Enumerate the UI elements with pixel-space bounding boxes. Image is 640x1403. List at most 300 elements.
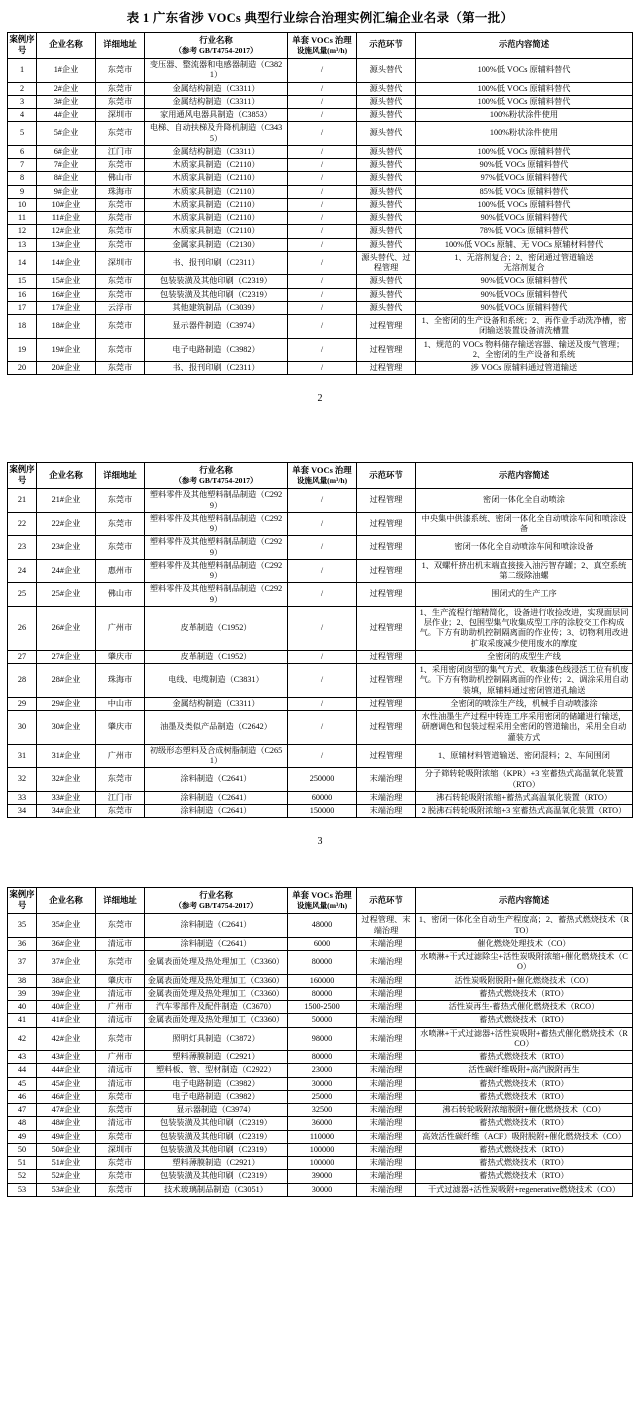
cell-desc: 1、规范的 VOCs 物料储存输送容器、输送及废气管理；2、全密闭的生产设备和系统 [416, 338, 633, 362]
cell-link: 源头替代 [357, 238, 416, 251]
cell-industry: 皮革制造（C1952） [145, 650, 288, 663]
cell-link: 源头替代 [357, 198, 416, 211]
cell-no: 22 [8, 512, 37, 536]
cell-company: 11#企业 [37, 212, 96, 225]
table-row [8, 1001, 633, 1014]
cell-company: 26#企业 [37, 606, 96, 650]
cell-link: 过程管理 [357, 744, 416, 768]
cell-company: 30#企业 [37, 711, 96, 745]
cell-volume: / [288, 109, 357, 122]
cell-company: 24#企业 [37, 559, 96, 583]
cell-address: 云浮市 [96, 301, 145, 314]
cell-desc: 活性碳纤维吸附+高汽脱附再生 [416, 1064, 633, 1077]
table-row [8, 791, 633, 804]
cell-no: 8 [8, 172, 37, 185]
cell-company: 32#企业 [37, 768, 96, 792]
cell-no: 45 [8, 1077, 37, 1090]
column-header-link: 示范环节 [357, 463, 416, 489]
voc-enterprise-table-page3 [7, 887, 633, 1197]
cell-no: 20 [8, 362, 37, 375]
cell-volume: 39000 [288, 1170, 357, 1183]
cell-link: 末端治理 [357, 1117, 416, 1130]
table-row [8, 1104, 633, 1117]
cell-company: 50#企业 [37, 1143, 96, 1156]
table-row [8, 301, 633, 314]
cell-company: 10#企业 [37, 198, 96, 211]
table-row [8, 1027, 633, 1051]
column-header-industry-main: 行业名称 [199, 465, 233, 475]
cell-no: 26 [8, 606, 37, 650]
table-row [8, 974, 633, 987]
cell-link: 源头替代 [357, 109, 416, 122]
cell-address: 东莞市 [96, 122, 145, 146]
cell-no: 40 [8, 1001, 37, 1014]
cell-volume: / [288, 338, 357, 362]
cell-address: 东莞市 [96, 1104, 145, 1117]
cell-industry: 金属结构制造（C3311） [145, 82, 288, 95]
cell-industry: 电线、电缆制造（C3831） [145, 664, 288, 698]
cell-volume: 6000 [288, 937, 357, 950]
cell-address: 东莞市 [96, 275, 145, 288]
column-header-volume [288, 888, 357, 914]
cell-company: 48#企业 [37, 1117, 96, 1130]
cell-industry: 塑料板、管、型材制造（C2922） [145, 1064, 288, 1077]
cell-volume: 160000 [288, 974, 357, 987]
table-row [8, 338, 633, 362]
table-header-row-3 [8, 888, 633, 914]
cell-address: 东莞市 [96, 212, 145, 225]
cell-address: 东莞市 [96, 288, 145, 301]
cell-no: 49 [8, 1130, 37, 1143]
cell-address: 广州市 [96, 744, 145, 768]
table-row [8, 225, 633, 238]
cell-desc: 催化燃烧处理技术（CO） [416, 937, 633, 950]
cell-address: 东莞市 [96, 1170, 145, 1183]
column-header-address: 详细地址 [96, 33, 145, 59]
cell-company: 36#企业 [37, 937, 96, 950]
cell-industry: 包装装潢及其他印刷（C2319） [145, 1130, 288, 1143]
cell-industry: 其他建筑制品（C3039） [145, 301, 288, 314]
cell-no: 1 [8, 59, 37, 83]
cell-industry: 书、报刊印刷（C2311） [145, 251, 288, 275]
table-row [8, 82, 633, 95]
cell-link: 过程管理 [357, 606, 416, 650]
cell-link: 末端治理 [357, 1183, 416, 1196]
cell-address: 江门市 [96, 791, 145, 804]
table-row [8, 275, 633, 288]
cell-industry: 电梯、自动扶梯及升降机制造（C3435） [145, 122, 288, 146]
cell-company: 9#企业 [37, 185, 96, 198]
table-row [8, 251, 633, 275]
cell-link: 末端治理 [357, 1064, 416, 1077]
cell-volume: / [288, 225, 357, 238]
cell-company: 22#企业 [37, 512, 96, 536]
cell-address: 清远市 [96, 1014, 145, 1027]
cell-company: 28#企业 [37, 664, 96, 698]
table-body-page3 [8, 914, 633, 1197]
cell-industry: 书、报刊印刷（C2311） [145, 362, 288, 375]
cell-volume: / [288, 536, 357, 560]
cell-company: 39#企业 [37, 987, 96, 1000]
cell-company: 46#企业 [37, 1090, 96, 1103]
table-row [8, 122, 633, 146]
cell-industry: 显示器件制造（C3974） [145, 315, 288, 339]
cell-volume: 48000 [288, 914, 357, 938]
cell-desc: 1、采用密闭囱型的集气方式、收集漆色线浸活工位有机废气。下方有物助机控制隔离面的作业传；2、调涂采用自动装填，原辅料通过密闭管道孔输送 [416, 664, 633, 698]
cell-industry: 包装装潢及其他印刷（C2319） [145, 275, 288, 288]
cell-industry: 显示器制造（C3974） [145, 1104, 288, 1117]
cell-address: 东莞市 [96, 536, 145, 560]
cell-company: 29#企业 [37, 697, 96, 710]
cell-volume: / [288, 159, 357, 172]
cell-link: 末端治理 [357, 791, 416, 804]
cell-no: 18 [8, 315, 37, 339]
cell-volume: / [288, 185, 357, 198]
cell-desc: 围闭式的生产工序 [416, 583, 633, 607]
table-row [8, 805, 633, 818]
cell-address: 东莞市 [96, 768, 145, 792]
cell-industry: 电子电路制造（C3982） [145, 338, 288, 362]
cell-link: 过程管理 [357, 650, 416, 663]
cell-link: 末端治理 [357, 1027, 416, 1051]
cell-industry: 塑料零件及其他塑料制品制造（C2929） [145, 489, 288, 513]
cell-industry: 木质家具制造（C2110） [145, 225, 288, 238]
cell-desc: 1、原辅材料管道输送、密闭混料；2、车间围闭 [416, 744, 633, 768]
cell-address: 佛山市 [96, 172, 145, 185]
column-header-volume-main: 单套 VOCs 治理 [292, 465, 352, 475]
cell-industry: 塑料薄膜制造（C2921） [145, 1157, 288, 1170]
cell-no: 37 [8, 951, 37, 975]
cell-desc: 100%粉状涂件使用 [416, 122, 633, 146]
cell-desc: 1、双螺杆挤出机末端直接接入油污智存罐；2、真空系统第二级除油螺 [416, 559, 633, 583]
cell-desc: 蓄热式燃烧技术（RTO） [416, 1117, 633, 1130]
cell-address: 东莞市 [96, 1157, 145, 1170]
cell-volume: / [288, 198, 357, 211]
cell-company: 40#企业 [37, 1001, 96, 1014]
cell-company: 34#企业 [37, 805, 96, 818]
page-break-spacer-2 [0, 847, 640, 887]
cell-desc: 97%低VOCs 原辅料替代 [416, 172, 633, 185]
cell-address: 清远市 [96, 1064, 145, 1077]
cell-desc: 蓄热式燃烧技术（RTO） [416, 987, 633, 1000]
cell-address: 清远市 [96, 1077, 145, 1090]
column-header-volume-sub: 设施风量(m³/h) [296, 901, 348, 911]
cell-desc: 78%低 VOCs 原辅料替代 [416, 225, 633, 238]
cell-desc: 蓄热式燃烧技术（RTO） [416, 1090, 633, 1103]
column-header-desc: 示范内容简述 [416, 33, 633, 59]
cell-link: 末端治理 [357, 1143, 416, 1156]
cell-address: 珠海市 [96, 664, 145, 698]
cell-desc: 蓄热式燃烧技术（RTO） [416, 1014, 633, 1027]
cell-desc: 密闭一体化全自动喷涂车间和喷涂设备 [416, 536, 633, 560]
cell-desc: 85%低 VOCs 原辅料替代 [416, 185, 633, 198]
table-row [8, 768, 633, 792]
cell-no: 16 [8, 288, 37, 301]
table-header-row-2 [8, 463, 633, 489]
column-header-industry-sub: （参考 GB/T4754-2017） [174, 476, 258, 486]
cell-industry: 涂料制造（C2641） [145, 937, 288, 950]
cell-no: 32 [8, 768, 37, 792]
table-row [8, 937, 633, 950]
cell-industry: 油墨及类似产品制造（C2642） [145, 711, 288, 745]
cell-desc: 2 脱沸石转轮吸附浓缩+3 室蓄热式高温氧化装置（RTO） [416, 805, 633, 818]
cell-no: 53 [8, 1183, 37, 1196]
cell-company: 16#企业 [37, 288, 96, 301]
cell-link: 末端治理 [357, 937, 416, 950]
column-header-link: 示范环节 [357, 888, 416, 914]
table-row [8, 315, 633, 339]
cell-no: 50 [8, 1143, 37, 1156]
cell-industry: 涂料制造（C2641） [145, 914, 288, 938]
table-row [8, 914, 633, 938]
table-row [8, 1014, 633, 1027]
cell-desc: 90%低VOCs 原辅料替代 [416, 275, 633, 288]
cell-volume: / [288, 664, 357, 698]
table-row [8, 212, 633, 225]
cell-volume: / [288, 315, 357, 339]
cell-address: 清远市 [96, 1117, 145, 1130]
cell-no: 48 [8, 1117, 37, 1130]
table-row [8, 606, 633, 650]
cell-link: 源头替代 [357, 95, 416, 108]
table-row [8, 159, 633, 172]
column-header-no-label: 案例序号 [9, 35, 35, 55]
cell-link: 过程管理 [357, 315, 416, 339]
cell-company: 43#企业 [37, 1051, 96, 1064]
column-header-no [8, 33, 37, 59]
table-row [8, 1170, 633, 1183]
cell-industry: 木质家具制造（C2110） [145, 185, 288, 198]
cell-link: 过程管理 [357, 697, 416, 710]
cell-company: 20#企业 [37, 362, 96, 375]
cell-industry: 汽车零部件及配件制造（C3670） [145, 1001, 288, 1014]
page-title: 表 1 广东省涉 VOCs 典型行业综合治理实例汇编企业名录（第一批） [126, 11, 514, 25]
cell-volume: 80000 [288, 951, 357, 975]
cell-link: 过程管理 [357, 664, 416, 698]
table-row [8, 1183, 633, 1196]
cell-volume: 32500 [288, 1104, 357, 1117]
cell-volume: / [288, 606, 357, 650]
cell-industry: 木质家具制造（C2110） [145, 172, 288, 185]
cell-volume: / [288, 251, 357, 275]
cell-volume: / [288, 559, 357, 583]
cell-no: 4 [8, 109, 37, 122]
cell-address: 深圳市 [96, 109, 145, 122]
cell-no: 36 [8, 937, 37, 950]
cell-address: 东莞市 [96, 1183, 145, 1196]
table-row [8, 1090, 633, 1103]
cell-industry: 包装装潢及其他印刷（C2319） [145, 1143, 288, 1156]
cell-desc: 90%低 VOCs 原辅料替代 [416, 159, 633, 172]
cell-company: 42#企业 [37, 1027, 96, 1051]
cell-no: 3 [8, 95, 37, 108]
cell-no: 27 [8, 650, 37, 663]
cell-company: 45#企业 [37, 1077, 96, 1090]
column-header-industry-sub: （参考 GB/T4754-2017） [174, 46, 258, 55]
column-header-industry [145, 33, 288, 59]
cell-address: 中山市 [96, 697, 145, 710]
table-row [8, 711, 633, 745]
cell-industry: 初级形态塑料及合成树脂制造（C2651） [145, 744, 288, 768]
table-header [8, 33, 633, 59]
table-row [8, 59, 633, 83]
cell-industry: 金属表面处理及热处理加工（C3360） [145, 951, 288, 975]
cell-no: 23 [8, 536, 37, 560]
cell-volume: / [288, 212, 357, 225]
cell-desc: 90%低VOCs 原辅料替代 [416, 288, 633, 301]
cell-desc: 沸石转轮吸附浓缩+蓄热式高温氧化装置（RTO） [416, 791, 633, 804]
cell-address: 东莞市 [96, 315, 145, 339]
cell-company: 41#企业 [37, 1014, 96, 1027]
cell-no: 11 [8, 212, 37, 225]
cell-link: 源头替代 [357, 159, 416, 172]
cell-volume: 60000 [288, 791, 357, 804]
cell-link: 末端治理 [357, 1104, 416, 1117]
table-row [8, 1064, 633, 1077]
cell-volume: 1500-2500 [288, 1001, 357, 1014]
cell-company: 17#企业 [37, 301, 96, 314]
cell-address: 东莞市 [96, 159, 145, 172]
cell-link: 末端治理 [357, 768, 416, 792]
cell-desc: 中央集中供漆系统、密闭一体化全自动喷涂车间和喷涂设备 [416, 512, 633, 536]
voc-enterprise-table-page2 [7, 462, 633, 818]
cell-link: 末端治理 [357, 1170, 416, 1183]
cell-company: 4#企业 [37, 109, 96, 122]
cell-link: 末端治理 [357, 974, 416, 987]
table-row [8, 1117, 633, 1130]
cell-address: 东莞市 [96, 914, 145, 938]
cell-volume: 80000 [288, 987, 357, 1000]
cell-volume: 98000 [288, 1027, 357, 1051]
table-row [8, 744, 633, 768]
cell-no: 39 [8, 987, 37, 1000]
table-header-2 [8, 463, 633, 489]
table-header-row [8, 33, 633, 59]
cell-link: 末端治理 [357, 1051, 416, 1064]
table-row [8, 951, 633, 975]
cell-company: 49#企业 [37, 1130, 96, 1143]
cell-no: 46 [8, 1090, 37, 1103]
cell-link: 末端治理 [357, 1014, 416, 1027]
cell-volume: / [288, 59, 357, 83]
cell-address: 东莞市 [96, 82, 145, 95]
cell-company: 3#企业 [37, 95, 96, 108]
cell-industry: 金属表面处理及热处理加工（C3360） [145, 1014, 288, 1027]
cell-company: 44#企业 [37, 1064, 96, 1077]
cell-industry: 涂料制造（C2641） [145, 768, 288, 792]
table-row [8, 1077, 633, 1090]
cell-link: 末端治理 [357, 1077, 416, 1090]
cell-company: 1#企业 [37, 59, 96, 83]
cell-volume: / [288, 583, 357, 607]
cell-company: 12#企业 [37, 225, 96, 238]
cell-desc: 沸石转轮吸附浓缩脱附+催化燃烧技术（CO） [416, 1104, 633, 1117]
table-row [8, 1157, 633, 1170]
cell-desc: 水喷淋+干式过滤除尘+活性炭吸附浓缩+催化燃烧技术（CO） [416, 951, 633, 975]
cell-industry: 木质家具制造（C2110） [145, 159, 288, 172]
cell-link: 源头替代 [357, 225, 416, 238]
cell-industry: 金属家具制造（C2130） [145, 238, 288, 251]
cell-volume: / [288, 512, 357, 536]
cell-company: 7#企业 [37, 159, 96, 172]
cell-no: 52 [8, 1170, 37, 1183]
cell-link: 源头替代 [357, 145, 416, 158]
cell-industry: 木质家具制造（C2110） [145, 198, 288, 211]
table-row [8, 489, 633, 513]
cell-volume: 50000 [288, 1014, 357, 1027]
page-break-spacer-1 [0, 404, 640, 462]
cell-link: 末端治理 [357, 1157, 416, 1170]
cell-company: 33#企业 [37, 791, 96, 804]
cell-desc: 蓄热式燃烧技术（RTO） [416, 1051, 633, 1064]
cell-desc: 水性油墨生产过程中转连工序采用密闭的储罐进行输送，研磨调色和包装过程采用全密闭的管道输出，采用全自动灌装方式 [416, 711, 633, 745]
cell-desc: 100%低 VOCs 原辅料替代 [416, 95, 633, 108]
cell-address: 肇庆市 [96, 650, 145, 663]
cell-no: 33 [8, 791, 37, 804]
cell-company: 21#企业 [37, 489, 96, 513]
cell-no: 31 [8, 744, 37, 768]
cell-no: 51 [8, 1157, 37, 1170]
cell-volume: / [288, 489, 357, 513]
cell-company: 38#企业 [37, 974, 96, 987]
cell-link: 过程管理 [357, 338, 416, 362]
cell-desc: 分子筛转轮吸附浓缩（KPR）+3 室蓄热式高温氧化装置（RTO） [416, 768, 633, 792]
cell-volume: 100000 [288, 1143, 357, 1156]
table-body-page2 [8, 489, 633, 818]
cell-address: 东莞市 [96, 95, 145, 108]
cell-link: 过程管理 [357, 711, 416, 745]
table-row [8, 288, 633, 301]
cell-no: 14 [8, 251, 37, 275]
cell-volume: / [288, 122, 357, 146]
cell-desc: 水喷淋+干式过滤器+活性炭吸附+蓄热式催化燃烧技术（RCO） [416, 1027, 633, 1051]
column-header-volume [288, 463, 357, 489]
cell-company: 37#企业 [37, 951, 96, 975]
table-row [8, 109, 633, 122]
column-header-no: 案例序号 [8, 463, 37, 489]
cell-no: 6 [8, 145, 37, 158]
cell-no: 29 [8, 697, 37, 710]
cell-desc: 1、无溶剂复合；2、密闭通过管道输送 无溶剂复合 [416, 251, 633, 275]
cell-address: 清远市 [96, 987, 145, 1000]
column-header-desc: 示范内容简述 [416, 463, 633, 489]
cell-industry: 塑料零件及其他塑料制品制造（C2929） [145, 512, 288, 536]
column-header-address: 详细地址 [96, 463, 145, 489]
column-header-industry-main: 行业名称 [199, 35, 233, 45]
column-header-industry-sub: （参考 GB/T4754-2017） [174, 901, 258, 911]
cell-volume: 23000 [288, 1064, 357, 1077]
cell-address: 东莞市 [96, 238, 145, 251]
cell-volume: / [288, 744, 357, 768]
column-header-desc: 示范内容简述 [416, 888, 633, 914]
cell-desc: 100%低 VOCs 原辅料替代 [416, 59, 633, 83]
cell-volume: / [288, 362, 357, 375]
cell-company: 13#企业 [37, 238, 96, 251]
cell-link: 末端治理 [357, 805, 416, 818]
cell-industry: 涂料制造（C2641） [145, 805, 288, 818]
cell-volume: 30000 [288, 1077, 357, 1090]
cell-address: 清远市 [96, 937, 145, 950]
cell-volume: / [288, 301, 357, 314]
cell-desc: 高效活性碳纤维（ACF）吸附脱附+催化燃烧技术（CO） [416, 1130, 633, 1143]
cell-link: 过程管理 [357, 583, 416, 607]
cell-industry: 包装装潢及其他印刷（C2319） [145, 1117, 288, 1130]
cell-no: 42 [8, 1027, 37, 1051]
cell-volume: / [288, 288, 357, 301]
cell-industry: 金属结构制造（C3311） [145, 95, 288, 108]
cell-volume: / [288, 95, 357, 108]
cell-no: 30 [8, 711, 37, 745]
